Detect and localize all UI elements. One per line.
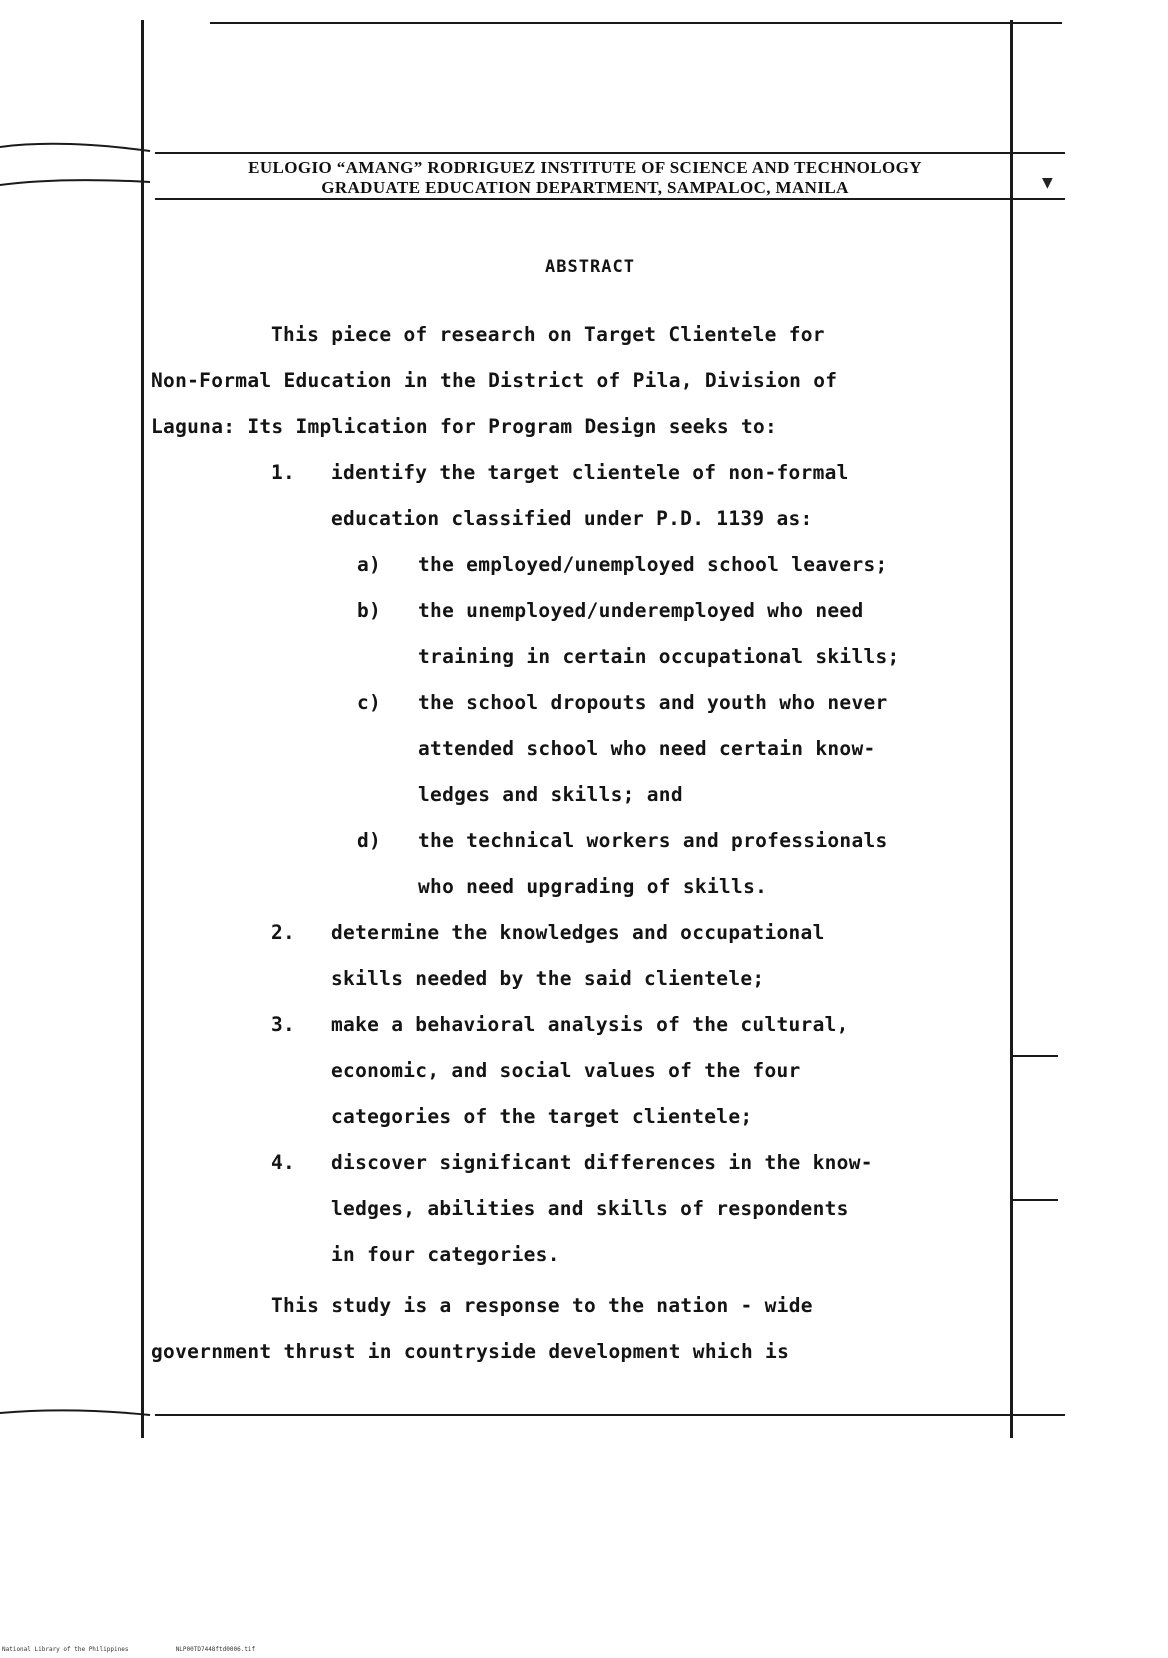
item-1-line-2: education classified under P.D. 1139 as:	[331, 507, 813, 530]
item-4-line-2: ledges, abilities and skills of respondents	[331, 1197, 849, 1220]
item-3-number: 3.	[271, 1013, 296, 1036]
subitem-d-letter: d)	[357, 829, 382, 852]
item-1-number: 1.	[271, 461, 296, 484]
intro-line-1: This piece of research on Target Clientele for	[271, 323, 825, 346]
department-name: GRADUATE EDUCATION DEPARTMENT, SAMPALOC, MANILA	[321, 178, 849, 197]
intro-line-2: Non-Formal Education in the District of Pila, Division of	[151, 369, 838, 392]
subitem-c-line-2: attended school who need certain know-	[418, 737, 876, 760]
document-header	[155, 158, 1015, 198]
abstract-title: ABSTRACT	[545, 257, 635, 277]
item-2-line-1: determine the knowledges and occupational	[331, 921, 825, 944]
subitem-c-line-3: ledges and skills; and	[418, 783, 683, 806]
subitem-c-line-1: the school dropouts and youth who never	[418, 691, 888, 714]
item-4-number: 4.	[271, 1151, 296, 1174]
left-wavy-edge-bottom	[0, 1405, 160, 1425]
item-3-line-3: categories of the target clientele;	[331, 1105, 753, 1128]
top-border-line	[210, 22, 1062, 24]
header-bottom-rule	[155, 198, 1065, 200]
intro-line-3: Laguna: Its Implication for Program Design seeks to:	[151, 415, 778, 438]
left-wavy-edge-top	[0, 135, 160, 195]
subitem-d-line-2: who need upgrading of skills.	[418, 875, 768, 898]
margin-mark-icon: ▼	[1042, 175, 1053, 191]
file-name: NLP00TD7448ftd0006.tif	[175, 1646, 256, 1653]
bottom-rule	[155, 1414, 1065, 1416]
item-4-line-1: discover significant differences in the know-	[331, 1151, 873, 1174]
subitem-b-line-2: training in certain occupational skills;	[418, 645, 900, 668]
institution-name: EULOGIO “AMANG” RODRIGUEZ INSTITUTE OF SCIENCE AND TECHNOLOGY	[248, 158, 922, 177]
subitem-a-letter: a)	[357, 553, 382, 576]
right-margin-line	[1010, 20, 1013, 1438]
subitem-b-letter: b)	[357, 599, 382, 622]
item-2-line-2: skills needed by the said clientele;	[331, 967, 765, 990]
subitem-a-line-1: the employed/unemployed school leavers;	[418, 553, 888, 576]
right-tick-1	[1012, 1055, 1058, 1057]
item-3-line-1: make a behavioral analysis of the cultural,	[331, 1013, 849, 1036]
right-tick-2	[1012, 1199, 1058, 1201]
scan-footer	[2, 1646, 255, 1653]
item-2-number: 2.	[271, 921, 296, 944]
item-4-line-3: in four categories.	[331, 1243, 560, 1266]
closing-line-1: This study is a response to the nation - wide	[271, 1294, 813, 1317]
library-credit: National Library of the Philippines	[2, 1646, 129, 1653]
item-1-line-1: identify the target clientele of non-formal	[331, 461, 849, 484]
item-3-line-2: economic, and social values of the four	[331, 1059, 801, 1082]
subitem-b-line-1: the unemployed/underemployed who need	[418, 599, 864, 622]
subitem-d-line-1: the technical workers and professionals	[418, 829, 888, 852]
header-top-rule	[155, 152, 1065, 154]
closing-line-2: government thrust in countryside development which is	[151, 1340, 790, 1363]
subitem-c-letter: c)	[357, 691, 382, 714]
left-margin-line	[141, 20, 144, 1438]
